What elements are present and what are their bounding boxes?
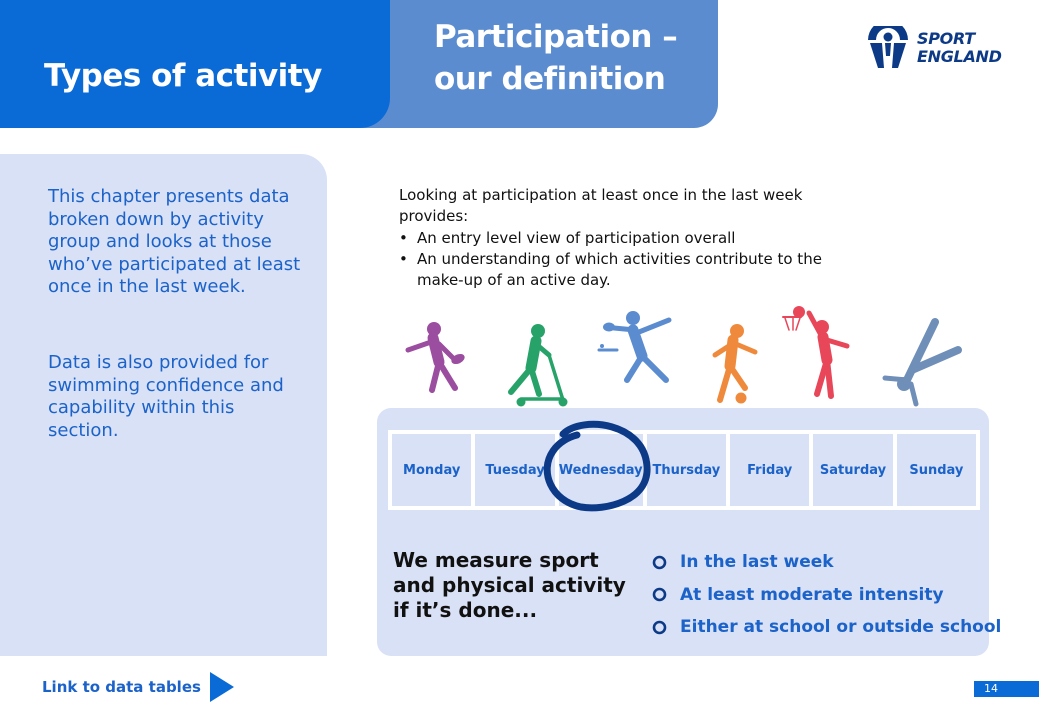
day-thursday: Thursday [647, 434, 726, 506]
criteria-item [652, 546, 1001, 579]
day-saturday: Saturday [813, 434, 892, 506]
day-friday: Friday [730, 434, 809, 506]
cartwheel-icon [885, 322, 958, 404]
ring-bullet-icon [652, 587, 667, 602]
subsection-title [434, 16, 677, 100]
arrow-right-icon[interactable] [210, 672, 234, 702]
basketball-player-icon [783, 306, 847, 396]
criteria-label: At least moderate intensity [680, 584, 944, 605]
logo-wordmark [917, 30, 1002, 66]
criteria-label: In the last week [680, 552, 834, 573]
scooter-rider-icon [511, 324, 568, 407]
intro-text: Looking at participation at least once in the last week provides: [399, 186, 803, 225]
criteria-item [652, 579, 1001, 612]
rugby-player-icon [408, 322, 466, 390]
benefit-list [399, 228, 869, 291]
benefit-item: • An entry level view of participation overall [399, 228, 869, 249]
logo-line2: ENGLAND [917, 47, 1002, 66]
day-wednesday: Wednesday [559, 434, 643, 506]
subsection-title-line1: Participation – [434, 19, 678, 55]
footballer-icon [715, 324, 755, 404]
section-title: Types of activity [44, 58, 322, 94]
day-sunday: Sunday [897, 434, 976, 506]
measure-statement [393, 548, 643, 623]
sidebar-paragraph-1: This chapter presents data broken down by activity group and looks at those who’ve participated at least once in the last week. [48, 186, 301, 297]
day-monday: Monday [392, 434, 471, 506]
activity-figures [395, 300, 975, 412]
highlight-ring-icon [543, 417, 653, 513]
sidebar-paragraph-2: Data is also provided for swimming confidence and capability within this section. [48, 352, 284, 441]
data-tables-link[interactable] [42, 672, 234, 702]
ring-bullet-icon [652, 555, 667, 570]
ring-bullet-icon [652, 620, 667, 635]
measure-line-2: and physical activity [393, 573, 626, 597]
subsection-title-line2: our definition [434, 61, 666, 97]
page-number: 14 [974, 681, 1039, 697]
criteria-item [652, 611, 1001, 644]
week-days-table [388, 430, 980, 510]
measure-line-1: We measure sport [393, 548, 599, 572]
day-tuesday: Tuesday [475, 434, 554, 506]
measure-line-3: if it’s done... [393, 598, 538, 622]
table-tennis-icon [599, 311, 669, 380]
benefit-item: • An understanding of which activities contribute to the make-up of an active day. [399, 249, 869, 291]
criteria-label: Either at school or outside school [680, 617, 1002, 638]
logo-line1: SPORT [917, 29, 975, 48]
data-tables-link-label[interactable]: Link to data tables [42, 678, 201, 696]
criteria-list [652, 546, 1001, 644]
